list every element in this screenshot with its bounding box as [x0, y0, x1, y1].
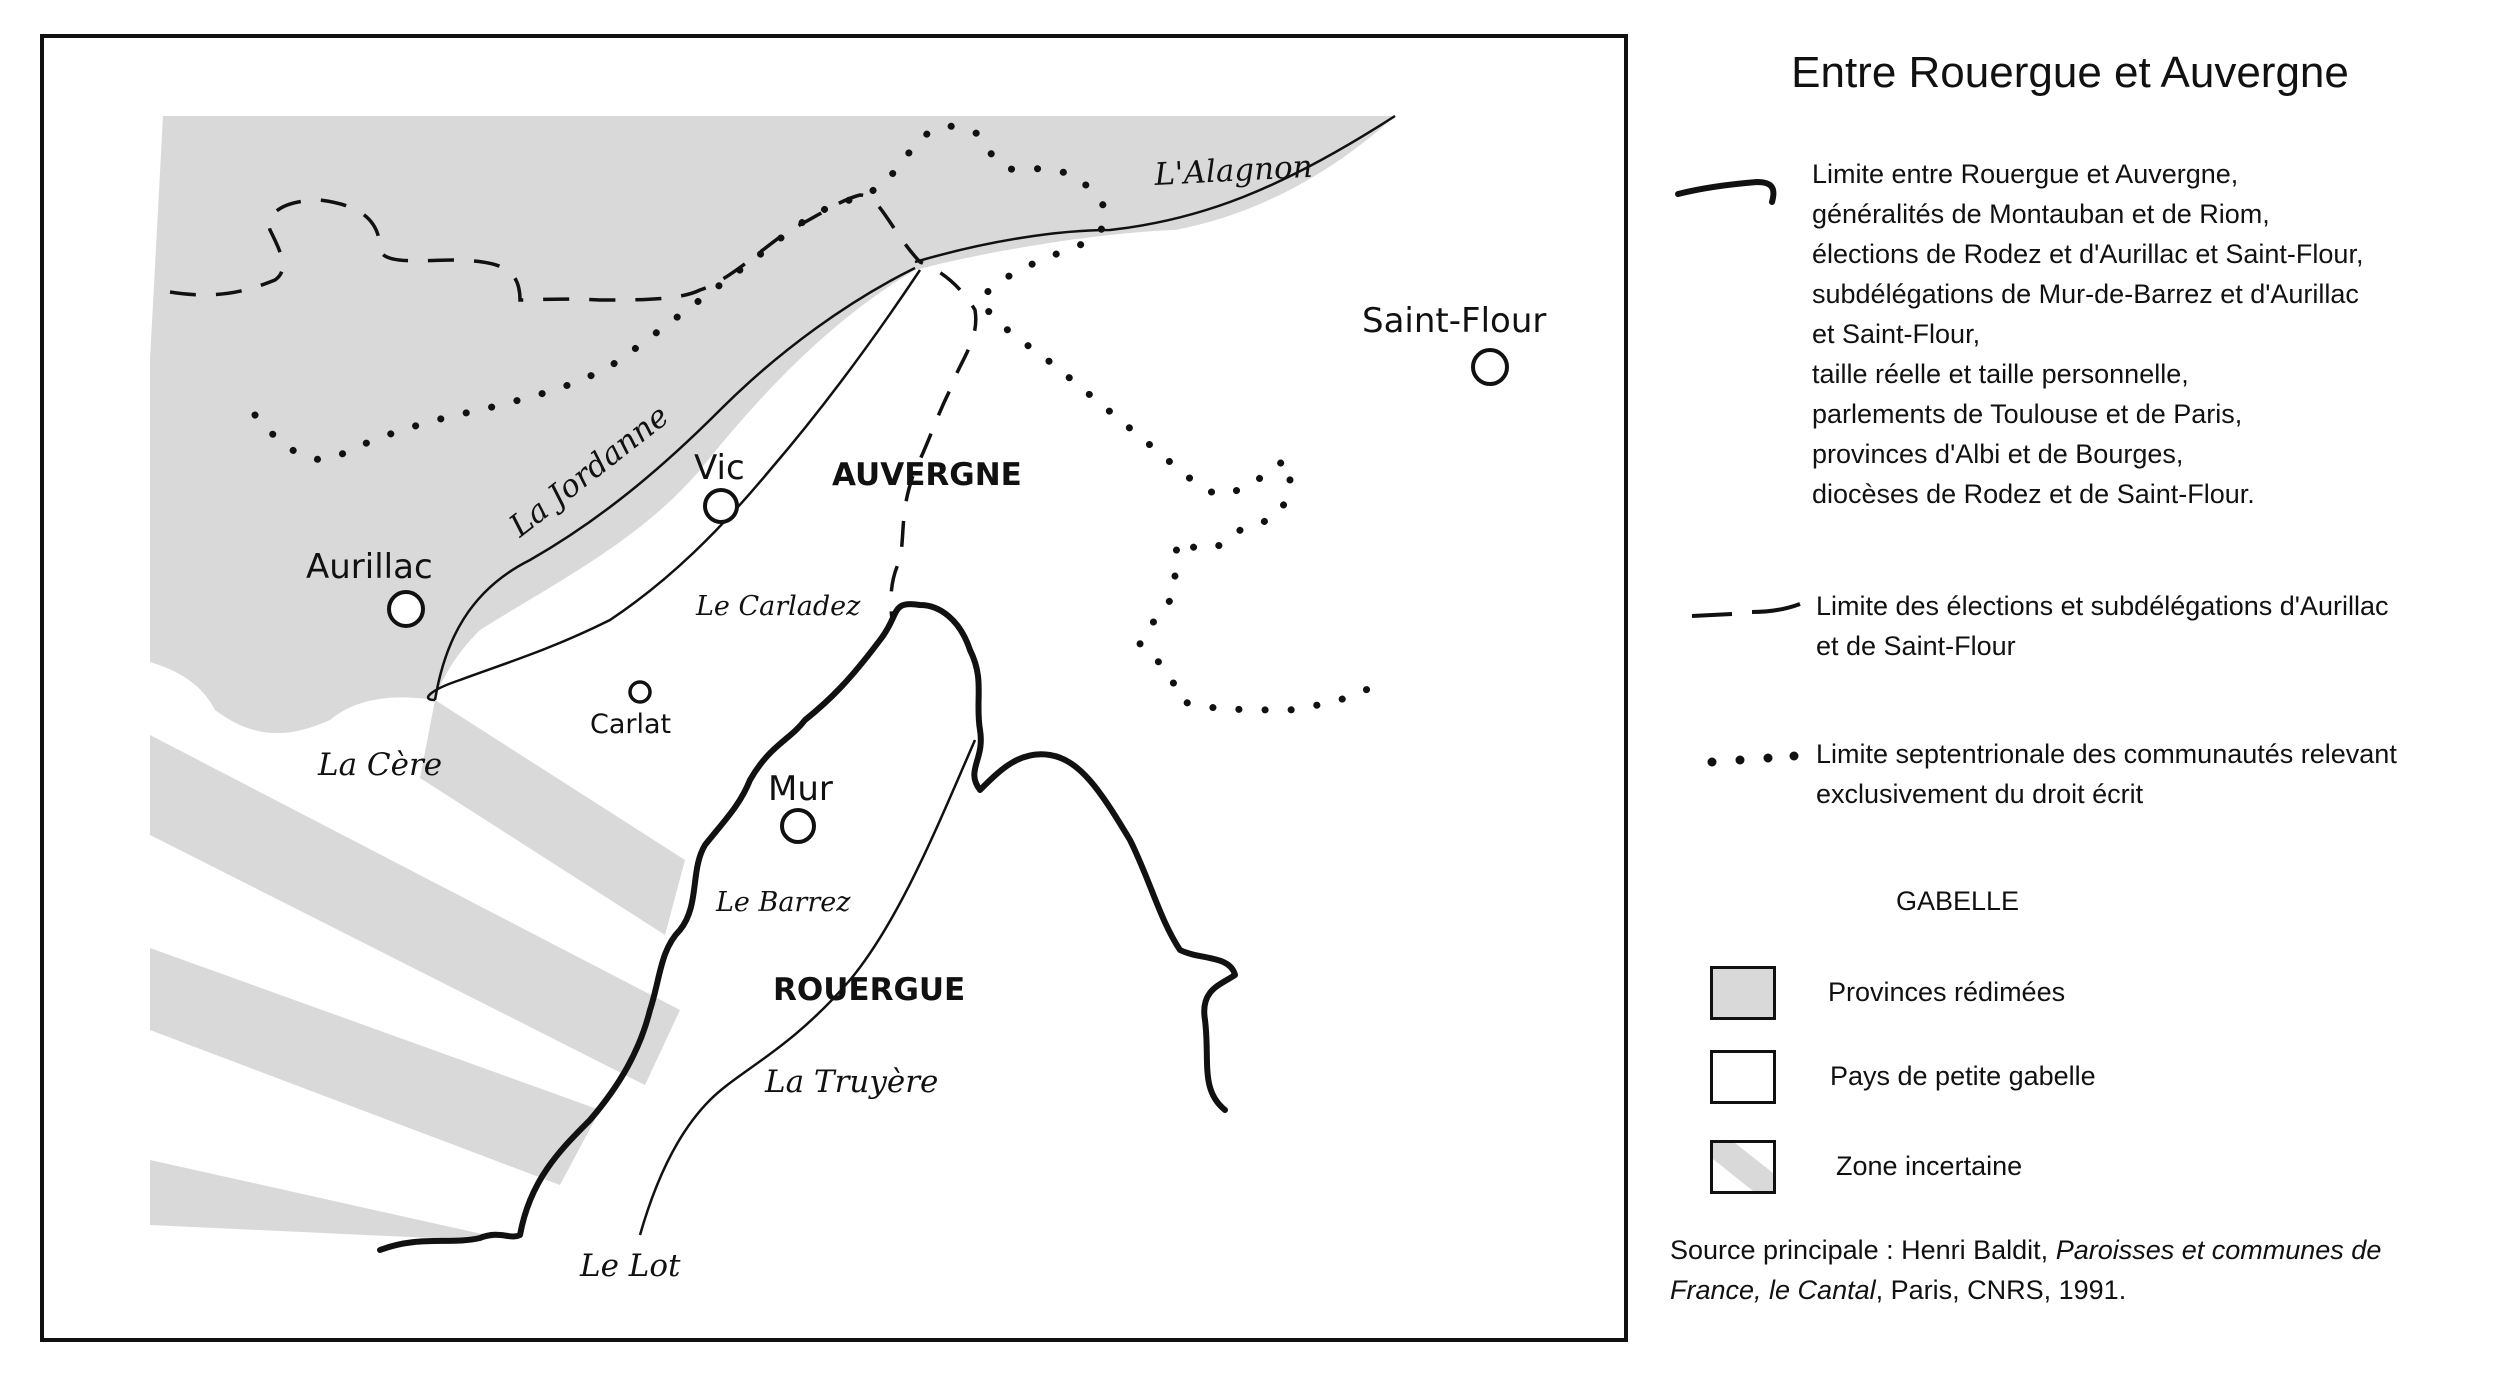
legend-dashed-line-sample	[1688, 596, 1818, 626]
legend-solid-line-3: élections de Rodez et d'Aurillac et Saint-Flour,	[1812, 239, 2364, 269]
legend-dotted-line-1: Limite septentrionale des communautés relevant	[1816, 739, 2397, 769]
river-label-lot: Le Lot	[580, 1248, 681, 1284]
legend-dashed-line-2: et de Saint-Flour	[1816, 631, 2016, 661]
legend-solid-line-8: provinces d'Albi et de Bourges,	[1812, 439, 2184, 469]
legend-solid-line-1: Limite entre Rouergue et Auvergne,	[1812, 159, 2239, 189]
town-label-aurillac: Aurillac	[306, 547, 433, 587]
town-label-saint-flour: Saint-Flour	[1362, 301, 1547, 341]
legend-label-redimees: Provinces rédimées	[1828, 977, 2066, 1007]
legend-solid-line-text	[1812, 154, 2472, 514]
legend-solid-line-9: diocèses de Rodez et de Saint-Flour.	[1812, 479, 2255, 509]
town-marker-mur	[782, 810, 814, 842]
river-label-alagnon: L'Alagnon	[1153, 148, 1314, 193]
legend-solid-line-5: et Saint-Flour,	[1812, 319, 1981, 349]
town-marker-carlat	[630, 682, 650, 702]
town-label-vic: Vic	[694, 448, 745, 488]
source-suffix: , Paris, CNRS, 1991.	[1875, 1275, 2127, 1305]
legend-box-redimees	[1710, 966, 1776, 1020]
legend-dashed-line-1: Limite des élections et subdélégations d'Aurillac	[1816, 591, 2389, 621]
region-label-rouergue: ROUERGUE	[773, 972, 966, 1008]
legend-solid-line-4: subdélégations de Mur-de-Barrez et d'Aurillac	[1812, 279, 2359, 309]
source-work: Paroisses et communes de France, le Cantal	[1670, 1235, 2382, 1305]
legend-solid-line-sample	[1672, 158, 1782, 208]
source-citation	[1670, 1230, 2470, 1310]
town-label-mur: Mur	[768, 769, 833, 809]
town-marker-saint-flour	[1473, 350, 1507, 384]
gabelle-heading: GABELLE	[1896, 886, 2020, 916]
legend-dotted-line-text	[1816, 734, 2480, 814]
town-label-carlat: Carlat	[590, 709, 672, 740]
river-label-cere: La Cère	[318, 747, 443, 783]
zone-incertaine-band-4	[150, 1160, 500, 1240]
legend-dotted-line-sample	[1704, 742, 1804, 772]
legend-label-petite-gabelle: Pays de petite gabelle	[1830, 1061, 2096, 1091]
area-label-carladez: Le Carladez	[696, 591, 861, 622]
legend-dashed-line-text	[1816, 586, 2476, 666]
legend-solid-line-6: taille réelle et taille personnelle,	[1812, 359, 2189, 389]
map-title: Entre Rouergue et Auvergne	[1791, 48, 2349, 97]
legend-label-incertaine: Zone incertaine	[1836, 1151, 2023, 1181]
legend-dotted-line-2: exclusivement du droit écrit	[1816, 779, 2144, 809]
town-marker-vic	[705, 490, 737, 522]
town-marker-aurillac	[389, 592, 423, 626]
legend-solid-line-2: généralités de Montauban et de Riom,	[1812, 199, 2270, 229]
area-label-barrez: Le Barrez	[716, 887, 851, 918]
legend-box-petite-gabelle	[1710, 1050, 1776, 1104]
source-prefix: Source principale : Henri Baldit,	[1670, 1235, 2056, 1265]
legend-box-incertaine	[1710, 1140, 1776, 1194]
river-label-truyere: La Truyère	[765, 1064, 939, 1100]
river-label-jordanne: La Jordanne	[502, 398, 676, 545]
region-label-auvergne: AUVERGNE	[832, 457, 1022, 493]
legend-solid-line-7: parlements de Toulouse et de Paris,	[1812, 399, 2243, 429]
